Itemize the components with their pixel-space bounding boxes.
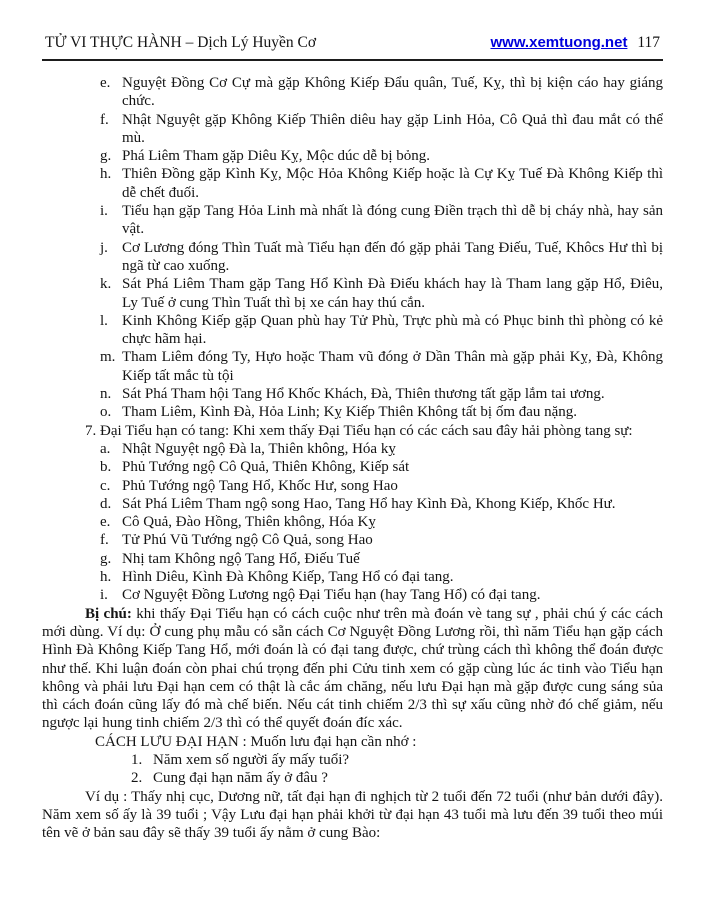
list-item [42,477,663,495]
list-item-text: Nhị tam Không ngộ Tang Hổ, Điếu Tuế [122,550,360,567]
list-marker: i. [100,587,108,604]
note-lead: Bị chú: [85,605,132,622]
luu-heading-rest: Muốn lưu đại hạn cần nhớ : [250,733,417,750]
document-body [42,74,663,842]
header-right [490,34,660,52]
list-item [42,348,663,385]
note-paragraph [42,605,663,733]
list-marker: a. [100,440,111,457]
list-item [42,440,663,458]
numbered-item [42,769,663,787]
list-item-text: Cô Quả, Đào Hồng, Thiên không, Hóa Kỵ [122,514,376,531]
list-item [42,74,663,111]
list-item [42,111,663,148]
list-marker: l. [100,312,108,329]
list-item [42,385,663,403]
website-link[interactable]: www.xemtuong.net [490,34,628,51]
list-item-text: Phủ Tướng ngộ Tang Hổ, Khốc Hư, song Hao [122,477,398,494]
list-marker: g. [100,148,112,165]
section-number: 7. [85,422,97,439]
list-item-text: Sát Phá Liêm Tham gặp Tang Hổ Kình Đà Điếu khách hay là Tham lang gặp Hổ, Điêu, Ly Tuế ở cung Thìn Tuất thì bị xe cán hay thú cắn. [122,276,663,311]
numbered-item-text: Năm xem số người ấy mấy tuổi? [153,751,350,768]
section-text: Đại Tiểu hạn có tang: Khi xem thấy Đại Tiểu hạn có các cách sau đây hải phòng tang sự: [100,422,633,439]
luu-heading: CÁCH LƯU ĐẠI HẠN : [95,733,247,750]
page-number: 117 [637,34,660,51]
number-marker: 1. [131,751,143,768]
list-marker: b. [100,459,112,476]
example-paragraph: Ví dụ : Thấy nhị cục, Dương nữ, tất đại hạn đi nghịch từ 2 tuổi đến 72 tuổi (như bản dưới đây). Năm xem số ấy là 39 tuổi ; Vậy Lưu đại hạn phải khởi từ đại hạn 43 tuổi mà lưu đến 39 tuổi theo múi tên vẽ ở bản sau đây sẽ thấy 39 tuổi ấy nằm ở cung Bào: [42,788,663,842]
list-item [42,568,663,586]
list-item-text: Tham Liêm, Kình Đà, Hỏa Linh; Kỵ Kiếp Thiên Không tất bị ốm đau nặng. [122,404,578,421]
list-item [42,495,663,513]
list-item-text: Nhật Nguyệt ngộ Đà la, Thiên không, Hóa kỵ [122,440,396,457]
list-marker: h. [100,166,112,183]
list-item-text: Nhật Nguyệt gặp Không Kiếp Thiên diêu hay gặp Linh Hỏa, Cô Quả thì đau mắt có thể mù. [122,111,663,146]
list-marker: g. [100,550,112,567]
list-marker: o. [100,404,112,421]
list-item-text: Hình Diêu, Kình Đà Không Kiếp, Tang Hổ có đại tang. [122,569,454,586]
list-marker: k. [100,276,112,293]
list-marker: f. [100,111,109,128]
list-item [42,165,663,202]
list-marker: i. [100,203,108,220]
note-text: khi thấy Đại Tiểu hạn có cách cuộc như trên mà đoán vè tang sự , phải chú ý các cách mới dùng. Ví dụ: Ở cung phụ mẫu có sẵn cách Cơ Nguyệt Đồng Lương rồi, thì năm Tiểu hạn gặp cách Hình Đà Không Kiếp Tang Hổ, mới đoán là có đại tang được, chứ trùng cách thì không thể đoán được như thế. Khi luận đoán còn phai chú trọng đến phi Cửu tinh xem có gặp cùng lúc ác tinh vào Tiểu hạn không và phải lưu Đại hạn cem có thật là cắc ám chăng, nếu lưu Đại hạn mà gặp được cung sáng sủa thì cách đoán cũng lấy đó mà chế biến. Nếu cát tinh chiếm 2/3 thì sự xấu cũng nhờ đó chế giảm, nếu ngược lại hung tinh chiếm 2/3 thì có thể quyết đoán đíc xác. [42,605,664,732]
list-item [42,458,663,476]
list-item [42,239,663,276]
list-marker: e. [100,514,111,531]
list-marker: f. [100,532,109,549]
list-item-text: Tham Liêm đóng Ty, Hựo hoặc Tham vũ đóng ở Dần Thân mà gặp phải Kỵ, Đà, Không Kiếp tất mắc tù tội [122,349,663,384]
list-item-text: Nguyệt Đồng Cơ Cự mà gặp Không Kiếp Đẩu quân, Tuế, Kỵ, thì bị kiện cáo hay giáng chức. [122,75,663,110]
list-item [42,403,663,421]
numbered-item-text: Cung đại hạn năm ấy ở đâu ? [153,770,328,787]
list-marker: e. [100,75,111,91]
list-item-text: Phá Liêm Tham gặp Diêu Kỵ, Mộc dúc dễ bị bỏng. [122,148,430,165]
list-item [42,550,663,568]
list-item-text: Cơ Nguyệt Đồng Lương ngộ Đại Tiểu hạn (hay Tang Hổ) có đại tang. [122,587,541,604]
numbered-item [42,751,663,769]
page-header [42,34,663,59]
list-marker: n. [100,386,112,403]
list-marker: d. [100,495,112,512]
list-item [42,312,663,349]
list-item-text: Cơ Lương đóng Thìn Tuất mà Tiểu hạn đến đó gặp phải Tang Điếu, Tuế, Khôcs Hư thì bị ngã từ cao xuống. [122,239,663,274]
section-7-heading [42,422,663,440]
list-item-text: Phủ Tướng ngộ Cô Quả, Thiên Không, Kiếp sát [122,459,410,476]
luu-dai-han-heading [42,733,663,751]
list-item-text: Tử Phú Vũ Tướng ngộ Cô Quả, song Hao [122,532,373,549]
list-item [42,586,663,604]
list-item-text: Thiên Đồng gặp Kình Kỵ, Mộc Hỏa Không Kiếp hoặc là Cự Kỵ Tuế Đà Không Kiếp thì dễ chết đuối. [122,166,663,201]
list-item-text: Sát Phá Liêm Tham ngộ song Hao, Tang Hổ hay Kình Đà, Khong Kiếp, Khốc Hư. [122,495,616,512]
document-title: TỬ VI THỰC HÀNH – Dịch Lý Huyền Cơ [45,34,317,51]
list-marker: c. [100,477,111,494]
number-marker: 2. [131,770,143,787]
list-marker: h. [100,569,112,586]
list-item [42,147,663,165]
list-item [42,531,663,549]
list-item [42,513,663,531]
list-item-text: Tiểu hạn gặp Tang Hỏa Linh mà nhất là đóng cung Điền trạch thì dễ bị cháy nhà, hay sản vật. [122,203,663,238]
list-marker: j. [100,239,108,256]
list-item [42,202,663,239]
list-item-text: Sát Phá Tham hội Tang Hổ Khốc Khách, Đà, Thiên thương tất gặp lắm tai ương. [122,386,605,403]
list-item [42,275,663,312]
list-marker: m. [100,349,116,366]
list-item-text: Kinh Không Kiếp gặp Quan phù hay Tử Phù, Trực phù mà có Phục binh thì phòng có kẻ chực hãm hại. [122,312,663,348]
header-divider [42,59,663,61]
